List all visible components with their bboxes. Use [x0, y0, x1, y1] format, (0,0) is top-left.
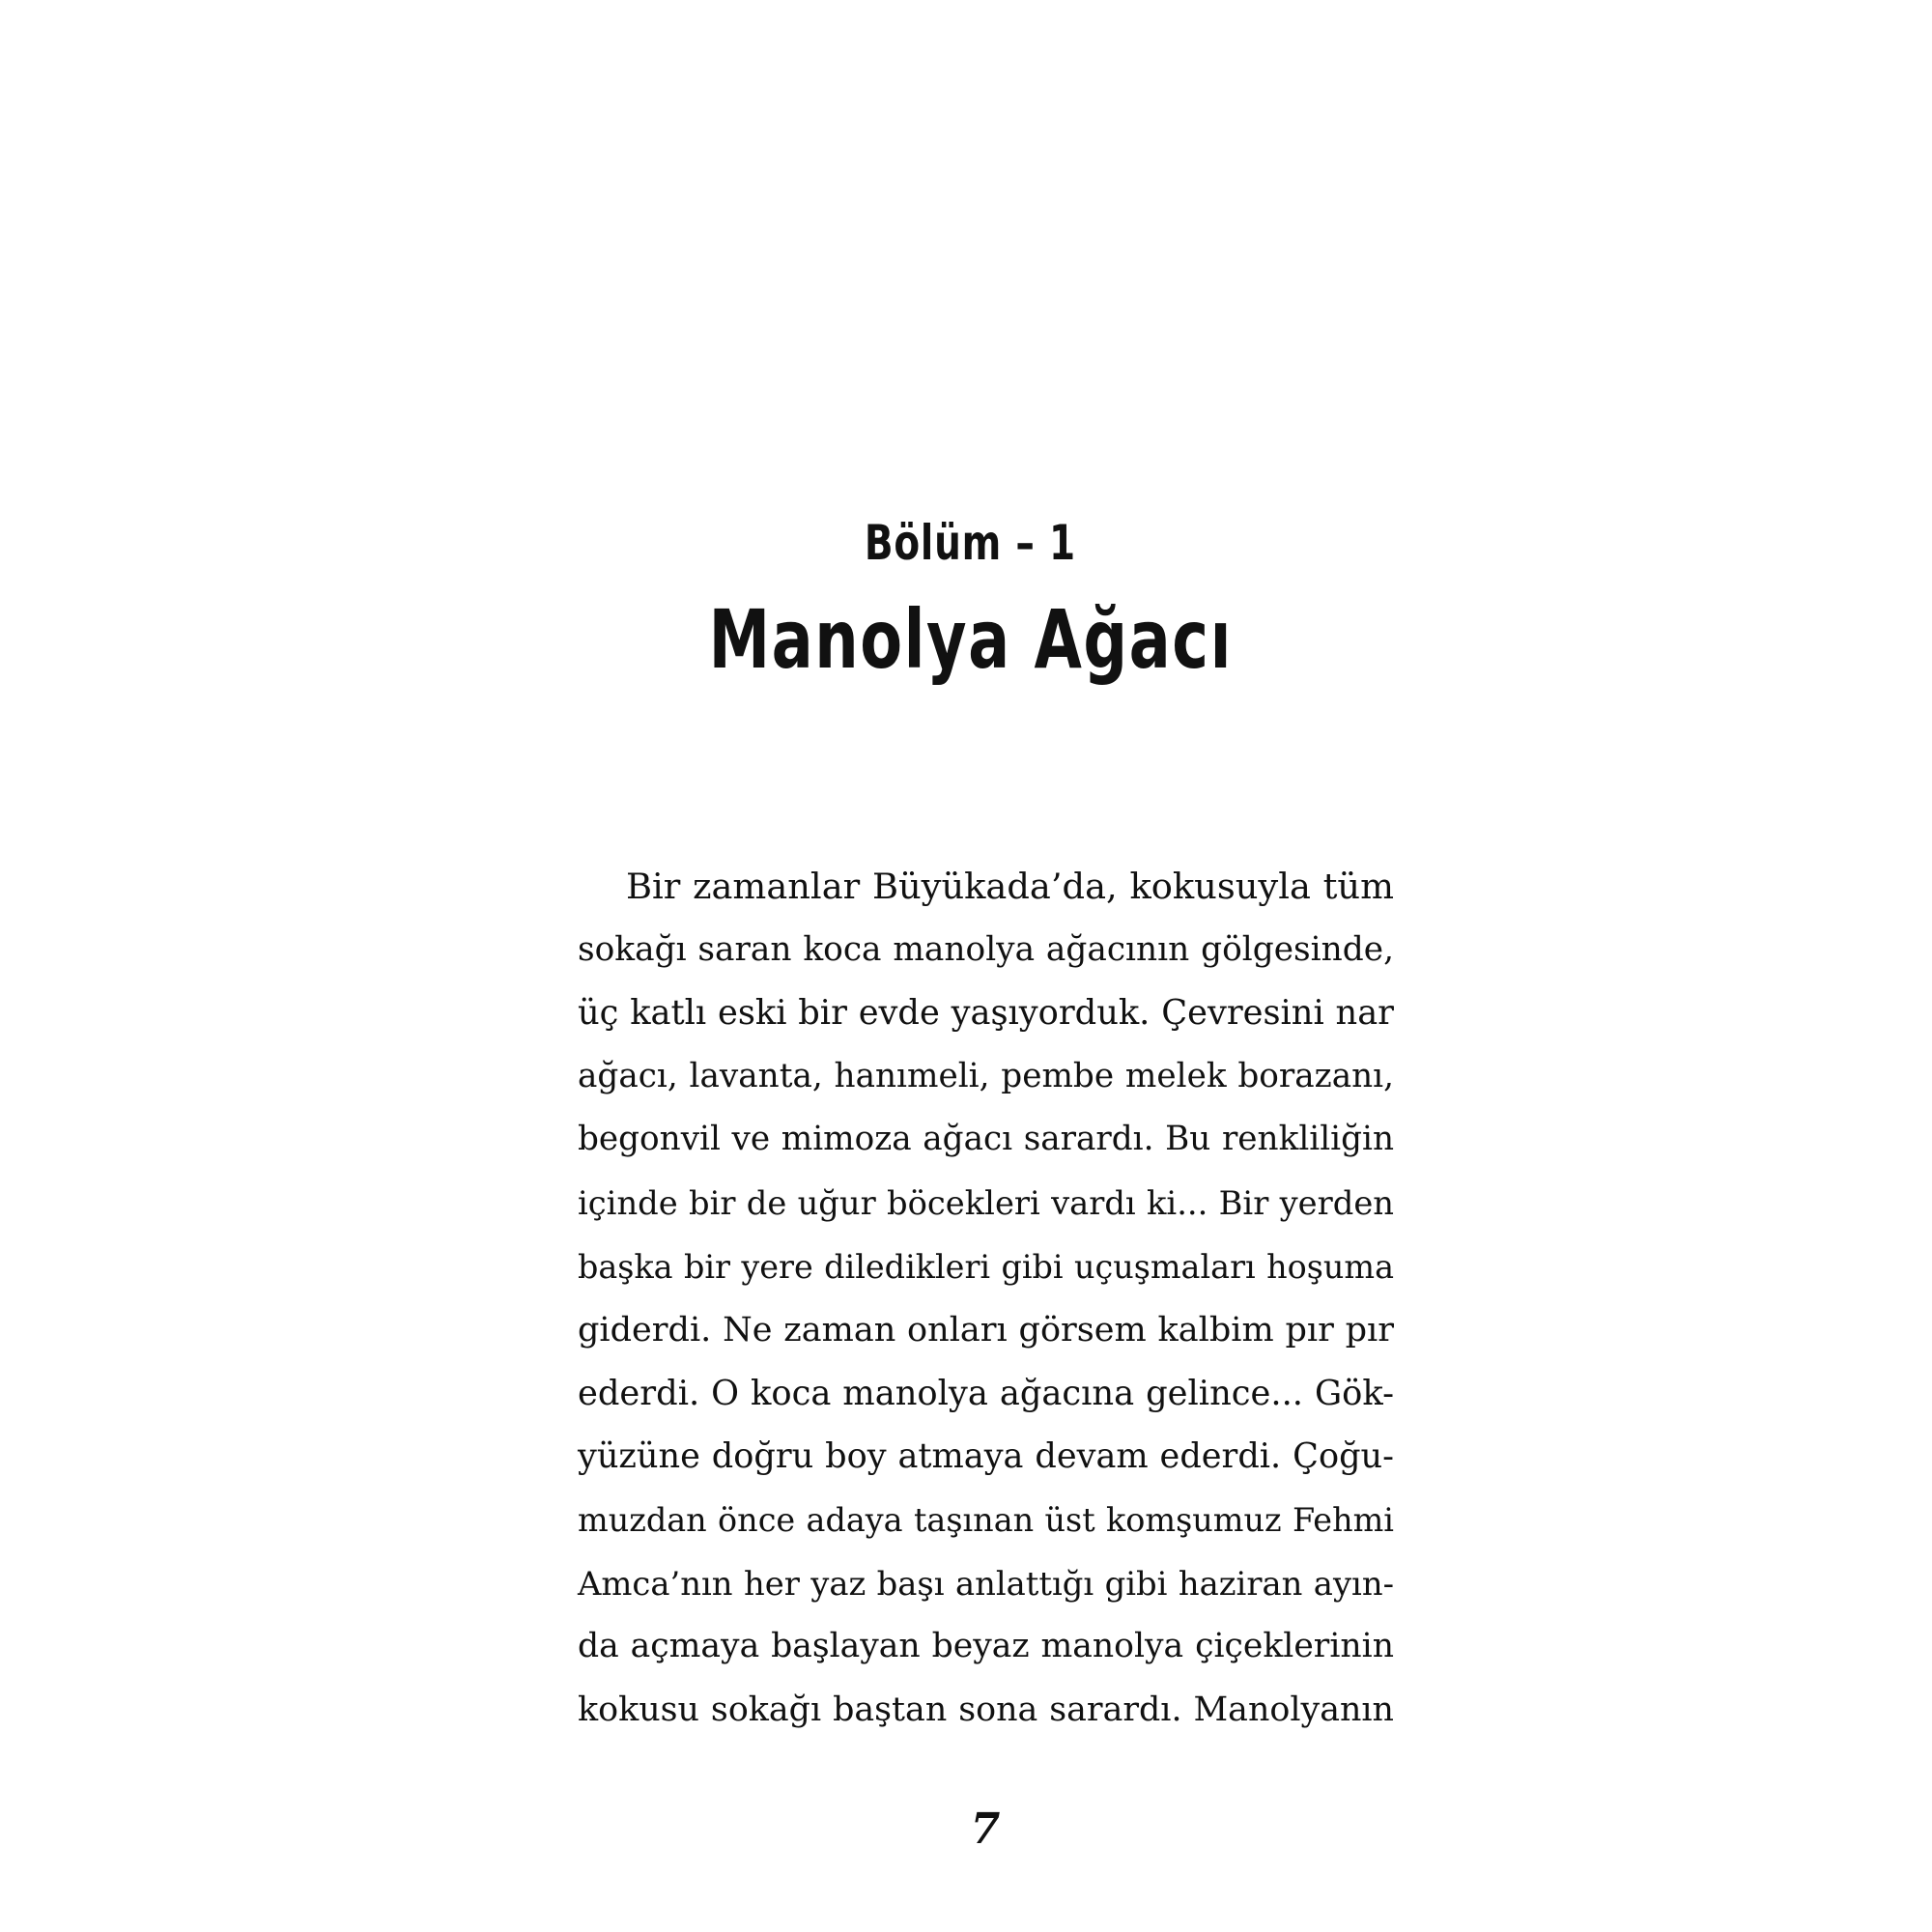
body-line: muzdan önce adaya taşınan üst komşumuz Fehmi: [578, 1500, 1394, 1539]
body-line: başka bir yere diledikleri gibi uçuşmaları hoşuma: [578, 1247, 1394, 1286]
body-line: Amca’nın her yaz başı anlattığı gibi haziran ayın-: [578, 1564, 1394, 1603]
chapter-label: Bölüm – 1: [864, 515, 1076, 571]
body-line: kokusu sokağı baştan sona sarardı. Manolyanın: [578, 1690, 1394, 1729]
body-line: üç katlı eski bir evde yaşıyorduk. Çevresini nar: [578, 993, 1394, 1034]
body-line: giderdi. Ne zaman onları görsem kalbim pır pır: [578, 1310, 1394, 1350]
body-line: sokağı saran koca manolya ağacının gölgesinde,: [578, 929, 1394, 969]
body-line: içinde bir de uğur böcekleri vardı ki... Bir yerden: [578, 1183, 1394, 1222]
body-line: da açmaya başlayan beyaz manolya çiçeklerinin: [578, 1627, 1394, 1666]
body-line: yüzüne doğru boy atmaya devam ederdi. Çoğu-: [578, 1436, 1394, 1477]
body-line: begonvil ve mimoza ağacı sarardı. Bu renkliliğin: [578, 1120, 1394, 1159]
body-line: ağacı, lavanta, hanımeli, pembe melek borazanı,: [578, 1056, 1394, 1095]
page-number: 7: [970, 1804, 1001, 1854]
body-line: ederdi. O koca manolya ağacına gelince... Gök-: [578, 1373, 1394, 1413]
body-paragraph: [578, 855, 1394, 1742]
chapter-title: Manolya Ağacı: [708, 592, 1233, 687]
body-line: Bir zamanlar Büyükada’da, kokusuyla tüm: [626, 866, 1394, 907]
